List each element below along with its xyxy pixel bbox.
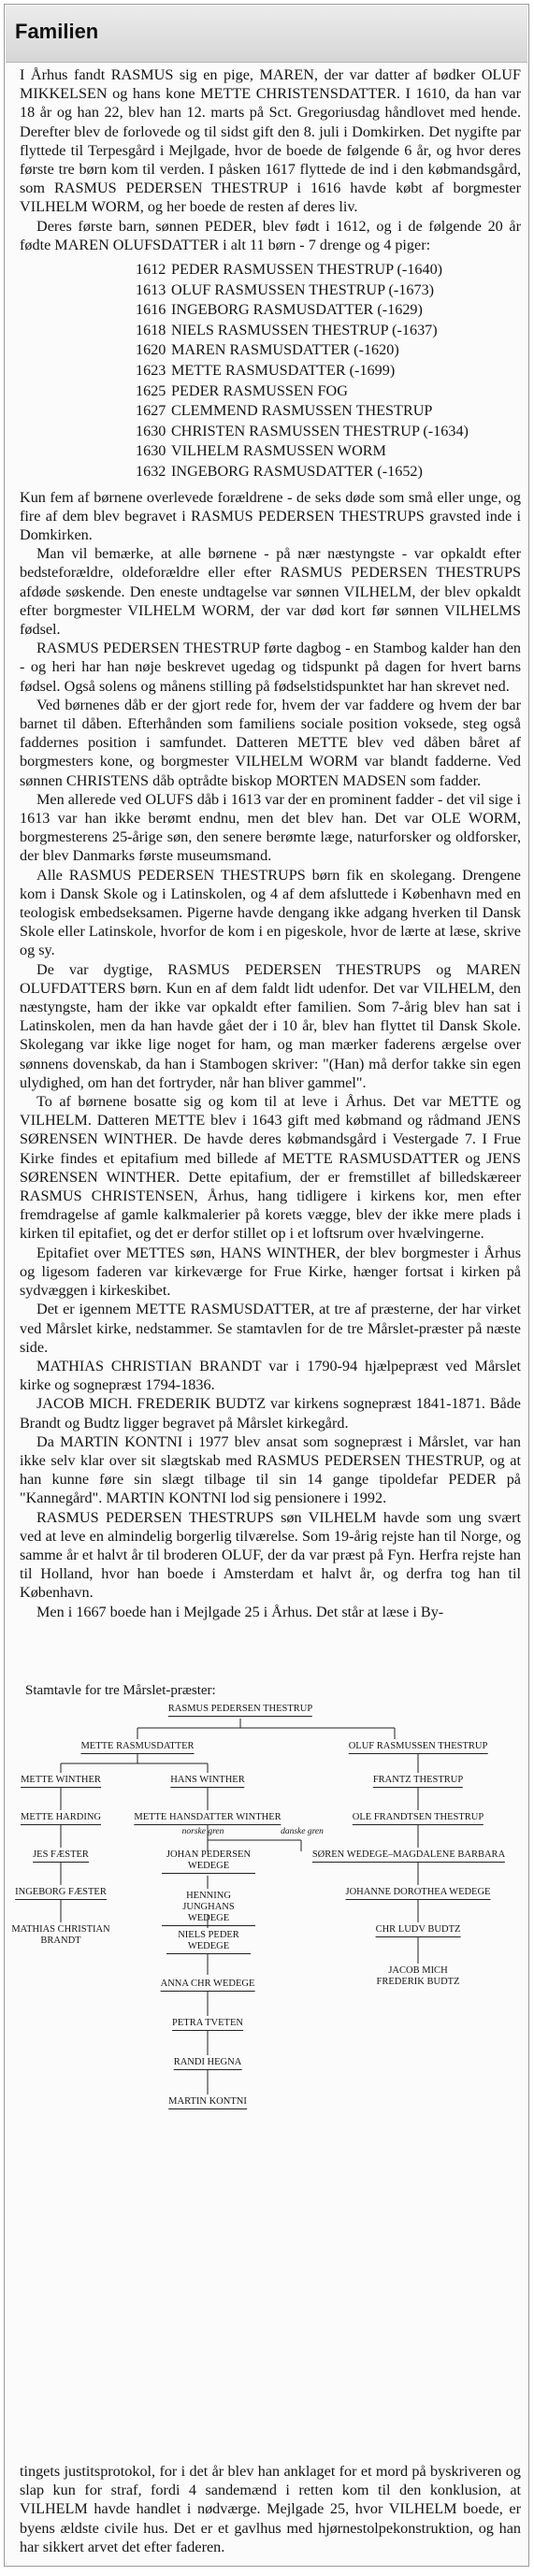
paragraph: Men allerede ved OLUFS dåb i 1613 var der en prominent fadder - det vil sige i 1613 var han ikke berømt endnu, men det blev han. Det var OLE WORM, borgmesterens 25-årige søn, den senere berømte læge, naturforsker og oldforsker, der blev Danmarks første museumsmand. xyxy=(20,790,521,865)
paragraph: Kun fem af børnene overlevede forældrene - de seks døde som små eller unge, og fire af dem blev begravet i RASMUS PEDERSEN THESTRUPS gravsted inde i Domkirken. xyxy=(20,488,521,543)
paragraph: MATHIAS CHRISTIAN BRANDT var i 1790-94 hjælpepræst ved Mårslet kirke og sognepræst 1794-1836. xyxy=(20,1357,521,1394)
tree-node-mette-hansdatter: METTE HANSDATTER WINTHER xyxy=(134,1812,281,1825)
danske-gren-label: danske gren xyxy=(281,1827,324,1836)
tree-node-col1-1: METTE HARDING xyxy=(21,1812,101,1825)
tree-node-col3-4: CHR LUDV BUDTZ xyxy=(376,1924,461,1937)
paragraph: Epitafiet over METTES søn, HANS WINTHER, der blev borgmester i Århus og ligesom faderen var kirkeværge for Frue Kirke, hænger fortsat i kirken på sydvæggen i kirkeskibet. xyxy=(20,1244,521,1300)
child-row xyxy=(136,381,521,402)
norske-gren-label: norske gren xyxy=(181,1827,224,1836)
child-name: CLEMMEND RASMUSSEN THESTRUP xyxy=(171,402,433,420)
paragraph: Man vil bemærke, at alle børnene - på nær næstyngste - var opkaldt efter bedsteforældre, oldeforældre eller efter RASMUS PEDERSEN THESTRUPS afdøde søskende. Den eneste undtagelse var sønnen VILHELM, der blev opkaldt efter borgmester VILHELM WORM, der var død kort før sønnen VILHELMS fødsel. xyxy=(20,545,521,638)
tree-node-col3-2: SØREN WEDEGE–MAGDALENE BARBARA xyxy=(312,1849,505,1863)
child-name: METTE RASMUSDATTER (-1699) xyxy=(171,362,396,379)
child-row xyxy=(136,462,521,482)
child-name: OLUF RASMUSSEN THESTRUP (-1673) xyxy=(171,281,435,298)
paragraph: Deres første barn, sønnen PEDER, blev født i 1612, og i de følgende 20 år fødte MAREN OLUFSDATTER i alt 11 børn - 7 drenge og 4 piger: xyxy=(20,217,521,253)
tree-node-col3-0: FRANTZ THESTRUP xyxy=(373,1775,463,1788)
child-year: 1620 xyxy=(136,341,166,359)
tree-node-col2-6: MARTIN KONTNI xyxy=(168,2096,247,2109)
paragraphs-after xyxy=(20,488,521,1621)
child-year: 1616 xyxy=(136,301,166,319)
tree-node-root: RASMUS PEDERSEN THESTRUP xyxy=(168,1704,312,1717)
paragraph: Men i 1667 boede han i Mejlgade 25 i Århus. Det står at læse i By- xyxy=(36,1603,444,1620)
child-name: PEDER RASMUSSEN THESTRUP (-1640) xyxy=(171,261,443,279)
child-name: NIELS RASMUSSEN THESTRUP (-1637) xyxy=(171,321,438,338)
child-year: 1613 xyxy=(136,281,166,298)
child-row xyxy=(136,401,521,422)
paragraph: tingets justitsprotokol, for i det år blev han anklaget for et mord på byskriveren og slap kun for straf, fordi 4 sandemænd i retten kom til den konklusion, at VILHELM havde handlet i nødværge. Mejlgade 25, hvor VILHELM boede, er byens ældste civile hus. Det er et gavlhus med hjørnestolpekonstruktion, og han har sikkert arvet det efter faderen. xyxy=(20,2463,521,2555)
tree-node-col2-3: ANNA CHR WEDEGE xyxy=(161,1979,255,1992)
child-year: 1630 xyxy=(136,442,166,460)
tree-node-col3-5: JACOB MICH FREDERIK BUDTZ xyxy=(376,1965,460,1987)
child-year: 1612 xyxy=(136,261,166,279)
child-year: 1632 xyxy=(136,462,166,480)
child-year: 1627 xyxy=(136,402,166,420)
child-row xyxy=(136,281,521,301)
child-name: VILHELM RASMUSSEN WORM xyxy=(171,442,386,460)
tree-node-col2-5: RANDI HEGNA xyxy=(174,2057,242,2070)
paragraph: RASMUS PEDERSEN THESTRUP førte dagbog - en Stambog kalder han den - og heri har han nøje beskrevet ugedag og tidspunkt på dagen for hvert barns fødsel. Også solens og månens stilling på fødselstidspunktet har han skrevet ned. xyxy=(20,640,521,695)
child-row xyxy=(136,260,521,281)
paragraph: JACOB MICH. FREDERIK BUDTZ var kirkens sognepræst 1841-1871. Både Brandt og Budtz ligger begravet på Mårslet kirkegård. xyxy=(20,1395,521,1432)
child-row xyxy=(136,300,521,321)
tree-node-col1-4: MATHIAS CHRISTIAN BRANDT xyxy=(11,1924,110,1946)
tree-node-col2-1: HENNING JUNGHANS WEDEGE xyxy=(162,1891,255,1926)
child-name: MAREN RASMUSDATTER (-1620) xyxy=(171,341,399,359)
tree-node-col2-4: PETRA TVETEN xyxy=(172,2018,243,2031)
family-tree-title: Stamtavle for tre Mårslet-præster: xyxy=(25,1683,216,1698)
tree-node-col3-3: JOHANNE DOROTHEA WEDEGE xyxy=(346,1887,491,1900)
child-name: PEDER RASMUSSEN FOG xyxy=(171,381,348,399)
paragraph: Da MARTIN KONTNI i 1977 blev ansat som sognepræst i Mårslet, var han ikke selv klar over sit slægtskab med RASMUS PEDERSEN THESTRUP, og at han kunne føre sin slægt tilbage til sin 14 gange tipoldefar PEDER på "Kannegård". MARTIN KONTNI lod sig pensionere i 1992. xyxy=(20,1432,521,1507)
child-row xyxy=(136,321,521,341)
paragraph: De var dygtige, RASMUS PEDERSEN THESTRUPS og MAREN OLUFDATTERS børn. Kun en af dem faldt lidt udenfor. Det var VILHELM, den næstyngste, ham der ikke var opkaldt efter familien. Som 7-årig blev han sat i Latinskolen, men da han havde gået der i 10 år, blev han flyttet til Dansk Skole. Skolegang var ikke lige noget for ham, og man mærker faderens ærgelse over sønnens dovenskab, da han i Stambogen skriver: "(Han) må derfor takke sin egen ulydighed, om han det fortryder, når han bliver gammel". xyxy=(20,960,521,1091)
child-year: 1625 xyxy=(136,381,166,399)
paragraph: RASMUS PEDERSEN THESTRUPS søn VILHELM havde som ung svært ved at leve en almindelig borgerlig tilværelse. Som 19-årig rejste han til Norge, og samme år et halvt år til broderen OLUF, der da var præst på Fyn. Herfra rejste han til Holland, hvor han boede i Amsterdam et halvt år, og derfra tog han til København. xyxy=(20,1508,521,1602)
child-year: 1623 xyxy=(136,362,166,379)
child-row xyxy=(136,422,521,442)
paragraph: Ved børnenes dåb er der gjort rede for, hvem der var faddere og hvem der bar barnet til dåben. Efterhånden som familiens sociale position voksede, steg også faddernes position i samfundet. Datteren METTE blev ved dåben båret af borgmesters kone, og borgmester VILHELM WORM var blandt fadderne. Ved sønnen CHRISTENS dåb optrådte biskop MORTEN MADSEN som fadder. xyxy=(20,696,521,789)
main-text xyxy=(20,65,521,1621)
child-year: 1630 xyxy=(136,422,166,439)
tree-node-col2-2: NIELS PEDER WEDEGE xyxy=(166,1930,251,1954)
child-name: CHRISTEN RASMUSSEN THESTRUP (-1634) xyxy=(171,422,469,439)
tree-node-mette: METTE RASMUSDATTER xyxy=(80,1741,194,1754)
tree-node-col1-0: METTE WINTHER xyxy=(21,1775,101,1788)
children-list xyxy=(136,260,521,482)
closing-text xyxy=(20,2462,521,2556)
tree-node-col2-0: JOHAN PEDERSEN WEDEGE xyxy=(162,1849,255,1874)
tree-node-col1-3: INGEBORG FÆSTER xyxy=(15,1887,107,1900)
child-row xyxy=(136,361,521,381)
tree-node-hans: HANS WINTHER xyxy=(170,1775,244,1788)
tree-node-col1-2: JES FÆSTER xyxy=(33,1849,89,1863)
tree-node-oluf: OLUF RASMUSSEN THESTRUP xyxy=(349,1741,488,1754)
child-name: INGEBORG RASMUSDATTER (-1652) xyxy=(171,462,423,480)
child-name: INGEBORG RASMUSDATTER (-1629) xyxy=(171,301,423,319)
paragraph: I Århus fandt RASMUS sig en pige, MAREN, der var datter af bødker OLUF MIKKELSEN og hans kone METTE CHRISTENSDATTER. I 1610, da han var 18 år og han 22, blev han 12. marts på Sct. Gregoriusdag håndlovet med hende. Derefter blev de forlovede og til sidst gift den 8. juli i Domkirken. Det nygifte par flyttede til Terpesgård i Mejlgade, hvor de boede de følgende 6 år, og hvor deres første tre børn kom til verden. I påsken 1617 flyttede de ind i den købmandsgård, som RASMUS PEDERSEN THESTRUP i 1616 havde købt af borgmester VILHELM WORM, og her boede de resten af deres liv. xyxy=(20,66,521,216)
section-header xyxy=(6,6,527,63)
document-page xyxy=(4,4,529,2567)
page-title: Familien xyxy=(15,20,99,43)
child-row xyxy=(136,441,521,462)
family-tree xyxy=(11,1683,512,2281)
paragraph: Det er igennem METTE RASMUSDATTER, at tre af præsterne, der har virket ved Mårslet kirke, nedstammer. Se stamtavlen for de tre Mårslet-præster på næste side. xyxy=(20,1301,521,1356)
tree-node-col3-1: OLE FRANDTSEN THESTRUP xyxy=(353,1812,483,1825)
paragraph: Alle RASMUS PEDERSEN THESTRUPS børn fik en skolegang. Drengene kom i Dansk Skole og i Latinskolen, og 4 af dem afsluttede i København med en teologisk embedseksamen. Pigerne havde dengang ikke adgang hverken til Dansk Skole eller Latinskole, hvorfor de kom i en pigeskole, hvor de lærte at læse, skrive og sy. xyxy=(20,866,521,959)
paragraph: To af børnene bosatte sig og kom til at leve i Århus. Det var METTE og VILHELM. Datteren METTE blev i 1643 gift med købmand og rådmand JENS SØRENSEN WINTHER. De havde deres købmandsgård i Vestergade 7. I Frue Kirke findes et epitafium med billede af METTE RASMUSDATTER og JENS SØRENSEN WINTHER. Dette epitafium, der er fremstillet af billedskæreer RASMUS CHRISTENSEN, Århus, hang tidligere i kirkens kor, men efter fremdragelse af gamle kalkmalerier på korets vægge, blev der ikke mere plads i kirken til epitafiet, og det er derfor stillet op i et loftsrum over hvælvingerne. xyxy=(20,1093,521,1243)
child-row xyxy=(136,340,521,361)
child-year: 1618 xyxy=(136,321,166,338)
